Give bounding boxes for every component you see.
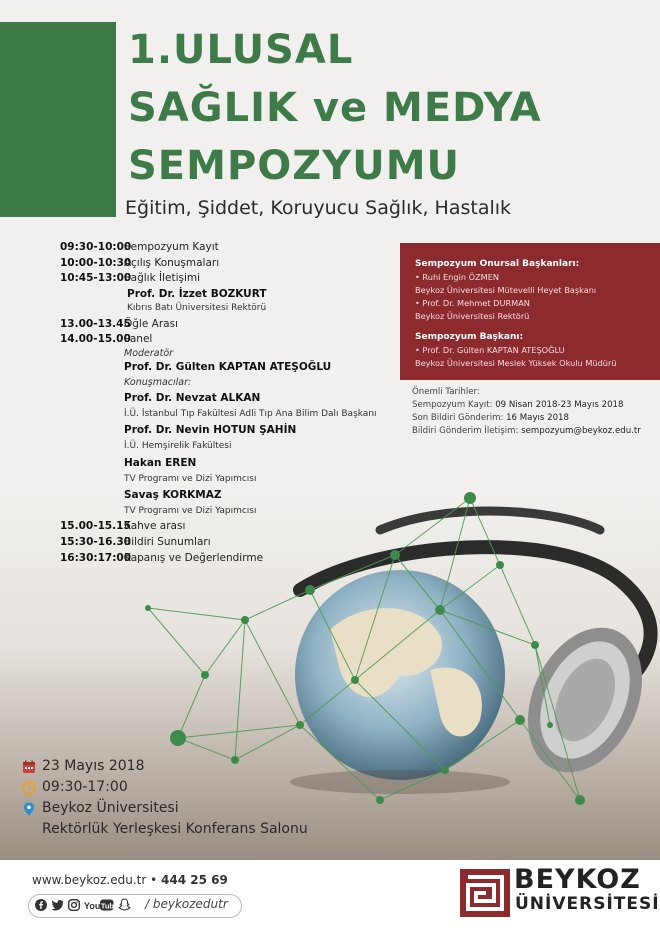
svg-text:You: You xyxy=(84,901,101,911)
honorary-item: • Ruhi Engin ÖZMEN xyxy=(415,272,500,282)
green-accent-block xyxy=(0,22,116,217)
contact-row xyxy=(412,426,641,436)
schedule-time: 10:00-10:30 xyxy=(60,257,132,269)
registration-date-row xyxy=(412,400,623,410)
contact-label: Bildiri Gönderim İletişim: xyxy=(412,426,519,436)
location-pin-icon xyxy=(22,802,36,816)
schedule-time: 09:30-10:00 xyxy=(60,241,132,253)
youtube-icon[interactable] xyxy=(84,899,119,911)
registration-label: Sempozyum Kayıt: xyxy=(412,400,493,410)
honorary-item: Beykoz Üniversitesi Mütevelli Heyet Başkanı xyxy=(415,285,597,295)
twitter-icon[interactable] xyxy=(51,899,64,911)
schedule-event: Sempozyum Kayıt xyxy=(124,241,219,253)
speaker-affiliation: İ.Ü. Hemşirelik Fakültesi xyxy=(124,441,232,451)
chair-item: • Prof. Dr. Gülten KAPTAN ATEŞOĞLU xyxy=(415,345,565,355)
title-line-2: SAĞLIK ve MEDYA xyxy=(128,85,542,131)
subtitle: Eğitim, Şiddet, Koruyucu Sağlık, Hastalık xyxy=(125,197,512,219)
social-handle[interactable]: / beykozedutr xyxy=(145,897,228,911)
schedule-time: 13.00-13.45 xyxy=(60,318,131,330)
speaker-name: Prof. Dr. İzzet BOZKURT xyxy=(127,288,267,300)
chair-item: Beykoz Üniversitesi Meslek Yüksek Okulu Müdürü xyxy=(415,358,617,368)
honorary-committee-box xyxy=(400,243,660,380)
schedule-event: Kapanış ve Değerlendirme xyxy=(124,552,264,564)
calendar-icon xyxy=(22,760,36,774)
honorary-item: • Prof. Dr. Mehmet DURMAN xyxy=(415,298,530,308)
schedule-event: Sağlık İletişimi xyxy=(124,272,201,284)
submission-label: Son Bildiri Gönderim: xyxy=(412,413,504,423)
event-date: 23 Mayıs 2018 xyxy=(42,758,145,774)
honorary-item: Beykoz Üniversitesi Rektörü xyxy=(415,311,530,321)
speaker-affiliation: Kıbrıs Batı Üniversitesi Rektörü xyxy=(127,303,267,313)
schedule-event: Kahve arası xyxy=(124,520,186,532)
schedule-event: Bildiri Sunumları xyxy=(124,536,211,548)
schedule-event: Panel xyxy=(124,333,153,345)
honorary-heading: Sempozyum Onursal Başkanları: xyxy=(415,259,580,269)
schedule-event: Açılış Konuşmaları xyxy=(124,257,220,269)
moderator-name: Prof. Dr. Gülten KAPTAN ATEŞOĞLU xyxy=(124,361,332,373)
submission-date-row xyxy=(412,413,569,423)
dates-heading: Önemli Tarihler: xyxy=(412,387,480,397)
logo-text-universitesi: ÜNİVERSİTESİ xyxy=(515,894,660,914)
schedule-time: 15:30-16.30 xyxy=(60,536,131,548)
website-link[interactable]: www.beykoz.edu.tr xyxy=(32,873,147,887)
speaker-affiliation: TV Programı ve Dizi Yapımcısı xyxy=(124,474,257,484)
snapchat-icon[interactable] xyxy=(118,898,131,911)
registration-value: 09 Nisan 2018-23 Mayıs 2018 xyxy=(495,400,624,410)
submission-value: 16 Mayıs 2018 xyxy=(506,413,569,423)
moderator-label: Moderatör xyxy=(124,348,174,359)
contact-line xyxy=(32,873,228,887)
speaker-name: Prof. Dr. Nevin HOTUN ŞAHİN xyxy=(124,424,297,436)
contact-email[interactable]: sempozyum@beykoz.edu.tr xyxy=(521,426,641,436)
title-line-1: 1.ULUSAL xyxy=(128,27,354,73)
title-line-3: SEMPOZYUMU xyxy=(128,143,460,189)
facebook-icon[interactable] xyxy=(35,899,47,911)
schedule-event: Öğle Arası xyxy=(124,318,178,330)
event-time: 09:30-17:00 xyxy=(42,779,128,795)
logo-text-beykoz: BEYKOZ xyxy=(514,864,641,895)
speaker-affiliation: İ.Ü. İstanbul Tıp Fakültesi Adli Tıp Ana Bilim Dalı Başkanı xyxy=(124,409,377,419)
phone-number[interactable]: 444 25 69 xyxy=(161,873,228,887)
instagram-icon[interactable] xyxy=(68,899,80,911)
venue-line-2: Rektörlük Yerleşkesi Konferans Salonu xyxy=(42,821,308,837)
separator-dot: • xyxy=(150,873,162,887)
speaker-affiliation: TV Programı ve Dizi Yapımcısı xyxy=(124,506,257,516)
speaker-name: Hakan EREN xyxy=(124,457,197,469)
clock-icon xyxy=(22,781,36,795)
schedule-time: 10:45-13:00 xyxy=(60,272,132,284)
speaker-name: Savaş KORKMAZ xyxy=(124,489,222,501)
schedule-time: 16:30:17:00 xyxy=(60,552,132,564)
speakers-label: Konuşmacılar: xyxy=(124,377,192,388)
schedule-time: 15.00-15.15 xyxy=(60,520,131,532)
svg-text:Tube: Tube xyxy=(100,901,119,911)
venue-line-1: Beykoz Üniversitesi xyxy=(42,800,179,816)
schedule-time: 14.00-15.00 xyxy=(60,333,131,345)
beykoz-logo-mark xyxy=(460,869,510,917)
speaker-name: Prof. Dr. Nevzat ALKAN xyxy=(124,392,261,404)
chair-heading: Sempozyum Başkanı: xyxy=(415,332,524,342)
